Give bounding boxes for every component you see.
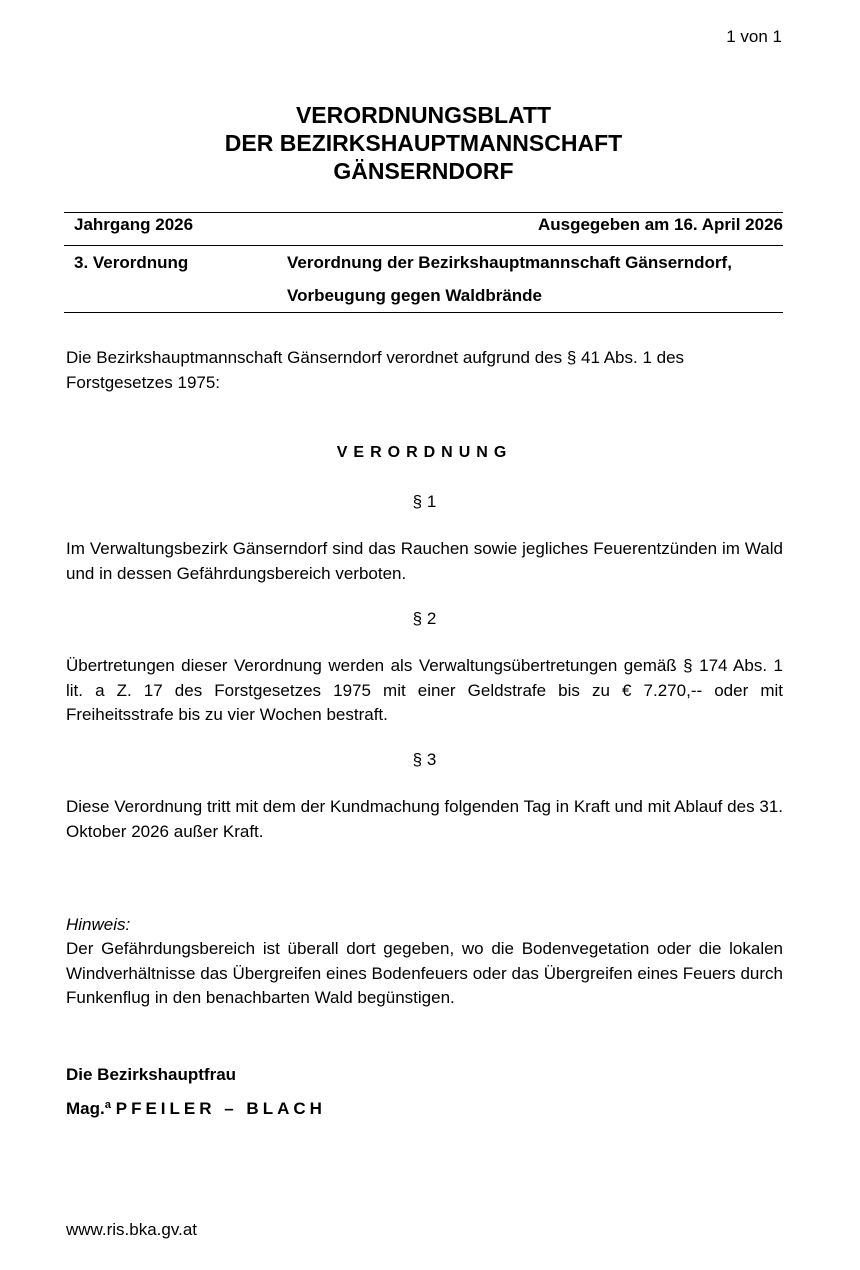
verordnung-title	[277, 246, 783, 313]
verordnung-title-line-2: Vorbeugung gegen Waldbrände	[287, 286, 542, 305]
page-counter: 1 von 1	[726, 27, 782, 46]
verordnung-heading: VERORDNUNG	[336, 444, 513, 461]
hinweis-text: Der Gefährdungsbereich ist überall dort gegeben, wo die Bodenvegetation oder die lokalen Windverhältnisse das Übergreifen eines Bodenfeuers oder das Übergreifen eines Feuers durch Funkenflug in den benachbarten Wald begünstigen.	[66, 939, 783, 1007]
meta-row-title	[64, 246, 783, 313]
section-3-text: Diese Verordnung tritt mit dem der Kundmachung folgenden Tag in Kraft und mit Ablauf des 31. Oktober 2026 außer Kraft.	[66, 797, 783, 841]
meta-row-issue	[64, 213, 783, 246]
footer-url[interactable]: www.ris.bka.gv.at	[66, 1220, 198, 1239]
verordnung-number: 3. Verordnung	[64, 246, 277, 313]
document-title	[64, 101, 783, 185]
preamble: Die Bezirkshauptmannschaft Gänserndorf verordnet aufgrund des § 41 Abs. 1 des Forstgesetzes 1975:	[66, 348, 685, 392]
section-1-label: § 1	[412, 492, 437, 511]
title-line-1: VERORDNUNGSBLATT	[295, 102, 552, 128]
verordnung-title-line-1: Verordnung der Bezirkshauptmannschaft Gänserndorf,	[287, 253, 732, 272]
section-2-label: § 2	[412, 609, 437, 628]
ausgegeben-date: Ausgegeben am 16. April 2026	[277, 213, 783, 246]
jahrgang: Jahrgang 2026	[64, 213, 277, 246]
signature-surname: PFEILER – BLACH	[115, 1099, 326, 1118]
title-line-2: DER BEZIRKSHAUPTMANNSCHAFT	[224, 130, 623, 156]
signature-role: Die Bezirkshauptfrau	[66, 1065, 237, 1084]
title-line-3: GÄNSERNDORF	[333, 158, 514, 184]
signature-name	[66, 1099, 326, 1119]
hinweis-label: Hinweis:	[66, 915, 131, 934]
section-3-label: § 3	[412, 750, 437, 769]
section-2-text: Übertretungen dieser Verordnung werden als Verwaltungsübertretungen gemäß § 174 Abs. 1 lit. a Z. 17 des Forstgesetzes 1975 mit einer Geldstrafe bis zu € 7.270,-- oder mit Freiheitsstrafe bis zu vier Wochen bestraft.	[66, 656, 783, 724]
issue-meta-table	[64, 212, 783, 313]
section-1-text: Im Verwaltungsbezirk Gänserndorf sind das Rauchen sowie jegliches Feuerentzünden im Wald und in dessen Gefährdungsbereich verboten.	[66, 539, 783, 583]
signature-title-prefix: Mag.ª	[66, 1099, 112, 1118]
